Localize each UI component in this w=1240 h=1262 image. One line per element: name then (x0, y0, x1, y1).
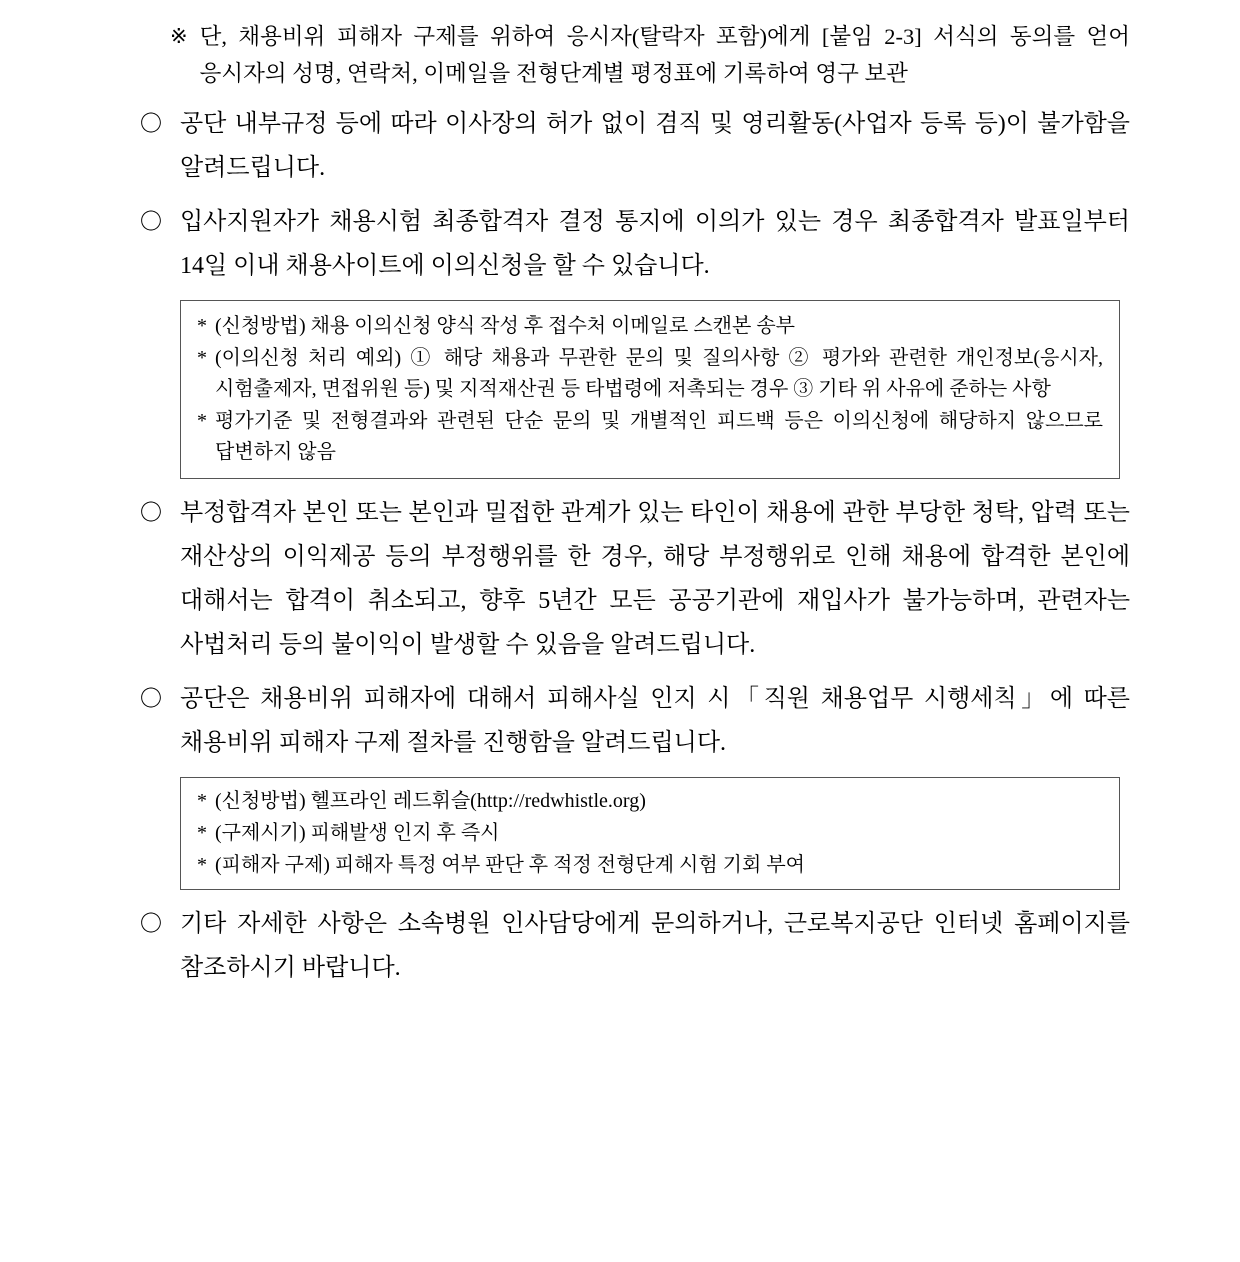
relief-note-line-text: (피해자 구제) 피해자 특정 여부 판단 후 적정 전형단계 시험 기회 부여 (215, 854, 805, 876)
appeal-note-box (180, 300, 1120, 479)
appeal-note-line-text: (신청방법) 채용 이의신청 양식 작성 후 접수처 이메일로 스캔본 송부 (215, 315, 795, 337)
bullet-marker-icon: 〇 (140, 500, 163, 525)
relief-note-box (180, 777, 1120, 890)
asterisk-icon: * (197, 315, 207, 337)
bullet-marker-icon: 〇 (140, 209, 163, 234)
note-top (170, 18, 1130, 92)
bullet-marker-icon: 〇 (140, 686, 163, 711)
relief-note-line-text: (구제시기) 피해발생 인지 후 즉시 (215, 822, 500, 844)
appeal-note-line-text: 평가기준 및 전형결과와 관련된 단순 문의 및 개별적인 피드백 등은 이의신청에 해당하지 않으므로 답변하지 않음 (215, 410, 1103, 463)
relief-note-line (197, 786, 1105, 817)
asterisk-icon: * (197, 410, 207, 432)
relief-note-line (197, 850, 1105, 881)
bullet-marker-icon: 〇 (140, 911, 163, 936)
appeal-note-line (197, 343, 1105, 405)
relief-note-line-text: (신청방법) 헬프라인 레드휘슬(http://redwhistle.org) (215, 790, 646, 812)
bullet-item-4 (140, 677, 1130, 765)
bullet-item-5 (140, 902, 1130, 990)
bullet-item-2 (140, 200, 1130, 288)
asterisk-icon: * (197, 347, 207, 369)
bullet-item-4-text: 공단은 채용비위 피해자에 대해서 피해사실 인지 시「직원 채용업무 시행세칙」에 따른 채용비위 피해자 구제 절차를 진행함을 알려드립니다. (180, 686, 1130, 756)
bullet-item-1-text: 공단 내부규정 등에 따라 이사장의 허가 없이 겸직 및 영리활동(사업자 등록 등)이 불가함을 알려드립니다. (180, 111, 1130, 181)
appeal-note-line (197, 311, 1105, 342)
bullet-item-3-text: 부정합격자 본인 또는 본인과 밀접한 관계가 있는 타인이 채용에 관한 부당한 청탁, 압력 또는 재산상의 이익제공 등의 부정행위를 한 경우, 해당 부정행위로 인해 채용에 합격한 본인에 대해서는 합격이 취소되고, 향후 5년간 모든 공공기관에 재입사가 불가능하며, 관련자는 사법처리 등의 불이익이 발생할 수 있음을 알려드립니다. (180, 500, 1130, 658)
appeal-note-line-text: (이의신청 처리 예외) ① 해당 채용과 무관한 문의 및 질의사항 ② 평가와 관련한 개인정보(응시자, 시험출제자, 면접위원 등) 및 지적재산권 등 타법령에 저촉되는 경우 ③ 기타 위 사유에 준하는 사항 (215, 347, 1103, 400)
note-marker-icon: ※ (170, 24, 188, 48)
asterisk-icon: * (197, 822, 207, 844)
asterisk-icon: * (197, 854, 207, 876)
appeal-note-line (197, 406, 1105, 468)
bullet-item-1 (140, 102, 1130, 190)
note-top-text: 단, 채용비위 피해자 구제를 위하여 응시자(탈락자 포함)에게 [붙임 2-3] 서식의 동의를 얻어 응시자의 성명, 연락처, 이메일을 전형단계별 평정표에 기록하여 영구 보관 (199, 24, 1130, 86)
relief-note-line (197, 818, 1105, 849)
bullet-item-3 (140, 491, 1130, 667)
bullet-item-5-text: 기타 자세한 사항은 소속병원 인사담당에게 문의하거나, 근로복지공단 인터넷 홈페이지를 참조하시기 바랍니다. (180, 911, 1130, 981)
bullet-marker-icon: 〇 (140, 111, 163, 136)
bullet-item-2-text: 입사지원자가 채용시험 최종합격자 결정 통지에 이의가 있는 경우 최종합격자 발표일부터 14일 이내 채용사이트에 이의신청을 할 수 있습니다. (180, 209, 1130, 279)
asterisk-icon: * (197, 790, 207, 812)
